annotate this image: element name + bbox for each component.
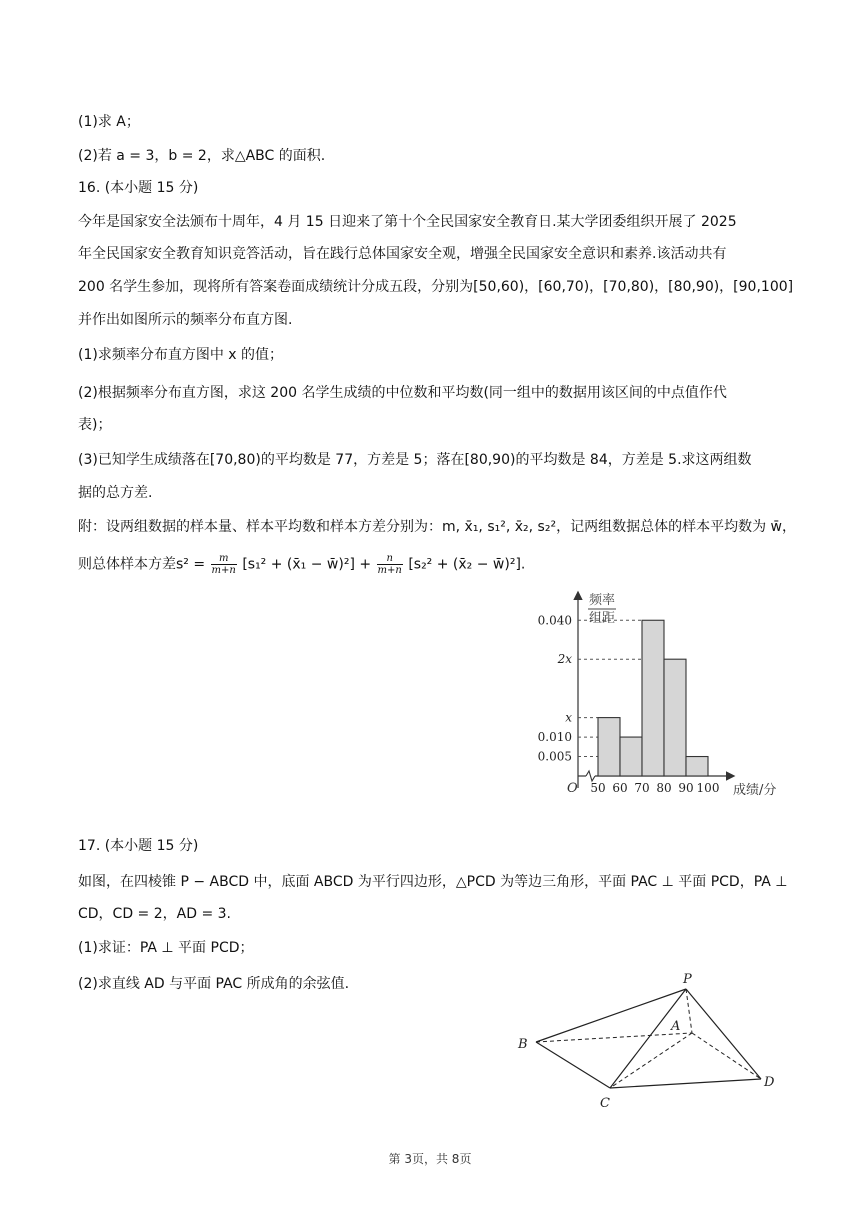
edge-AC (610, 1033, 692, 1088)
note-formula-prefix: 则总体样本方差s² = (78, 556, 206, 573)
q17-stem-line1: 如图，在四棱锥 P − ABCD 中，底面 ABCD 为平行四边形，△PCD 为等边三角形，平面 PAC ⊥ 平面 PCD，PA ⊥ (78, 874, 788, 890)
x-tick-label: 70 (634, 781, 650, 795)
y-tick-label: 2x (557, 652, 572, 667)
note-formula-mid: [s₁² + (x̄₁ − w̄)²] + (242, 556, 372, 573)
q16-stem-line1: 今年是国家安全法颁布十周年，4 月 15 日迎来了第十个全民国家安全教育日.某大学团委组织开展了 2025 (78, 214, 737, 230)
q17-header: 17. (本小题 15 分) (78, 838, 199, 854)
q15-part1: (1)求 A； (78, 114, 140, 130)
histogram-bar (598, 718, 620, 776)
label-D: D (764, 1075, 775, 1090)
fraction-m-over-mn: $\frac{m}{m+n}$ (211, 553, 236, 576)
edge-PD (686, 989, 761, 1079)
edge-PB (536, 989, 686, 1042)
edge-BC (536, 1042, 610, 1088)
frequency-histogram (520, 585, 800, 800)
q16-part2-line2: 表)； (78, 417, 112, 433)
q16-stem-line3: 200 名学生参加，现将所有答案卷面成绩统计分成五段，分别为[50,60)，[60,70)，[70,80)，[80,90)，[90,100] (78, 279, 794, 295)
pyramid-figure (505, 962, 805, 1120)
y-tick-label: x (565, 710, 572, 725)
histogram-bar (642, 620, 664, 776)
edge-CD (610, 1079, 761, 1088)
x-tick-label: 100 (696, 781, 720, 795)
histogram-bar (664, 659, 686, 776)
y-label-bottom: 组距 (588, 611, 616, 626)
y-tick-label: 0.010 (537, 730, 572, 745)
x-axis-label: 成绩/分 (733, 783, 777, 798)
x-tick-label: 50 (590, 781, 606, 795)
q17-part1: (1)求证：PA ⊥ 平面 PCD； (78, 940, 254, 956)
label-A: A (671, 1019, 681, 1034)
label-P: P (683, 972, 692, 987)
x-tick-label: 80 (656, 781, 672, 795)
y-label-top: 频率 (588, 593, 616, 608)
label-B: B (518, 1037, 528, 1052)
y-tick-label: 0.040 (537, 613, 572, 628)
label-C: C (600, 1096, 610, 1111)
q16-part1: (1)求频率分布直方图中 x 的值； (78, 347, 284, 363)
q17-stem-line2: CD，CD = 2，AD = 3. (78, 906, 231, 922)
y-tick-label: 0.005 (537, 749, 572, 764)
q15-part2: (2)若 a = 3，b = 2，求△ABC 的面积. (78, 148, 326, 164)
q16-header: 16. (本小题 15 分) (78, 180, 199, 196)
note-formula-suffix: [s₂² + (x̄₂ − w̄)²]. (408, 556, 526, 573)
histogram-bar (620, 737, 642, 776)
edge-AD (692, 1033, 761, 1079)
page-footer: 第 3页，共 8页 (388, 1152, 472, 1166)
q16-stem-line2: 年全民国家安全教育知识竞答活动，旨在践行总体国家安全观，增强全民国家安全意识和素养.该活动共有 (78, 246, 727, 262)
q16-part3-line2: 据的总方差. (78, 485, 153, 501)
q16-part2-line1: (2)根据频率分布直方图，求这 200 名学生成绩的中位数和平均数(同一组中的数据用该区间的中点值作代 (78, 385, 727, 401)
x-tick-label: 60 (612, 781, 628, 795)
origin-label: O (567, 781, 578, 796)
q16-note-line2 (78, 553, 788, 576)
q17-part2: (2)求直线 AD 与平面 PAC 所成角的余弦值. (78, 976, 350, 992)
histogram-bar (686, 757, 708, 776)
edge-PC (610, 989, 686, 1088)
q16-part3-line1: (3)已知学生成绩落在[70,80)的平均数是 77，方差是 5；落在[80,90)的平均数是 84，方差是 5.求这两组数 (78, 452, 752, 468)
axis-break (586, 771, 595, 781)
x-tick-label: 90 (678, 781, 694, 795)
q16-note-line1: 附：设两组数据的样本量、样本平均数和样本方差分别为：m, x̄₁, s₁², x̄₂, s₂²，记两组数据总体的样本平均数为 w̄， (78, 519, 796, 535)
q16-stem-line4: 并作出如图所示的频率分布直方图. (78, 312, 293, 328)
fraction-n-over-mn: $\frac{n}{m+n}$ (377, 553, 402, 576)
